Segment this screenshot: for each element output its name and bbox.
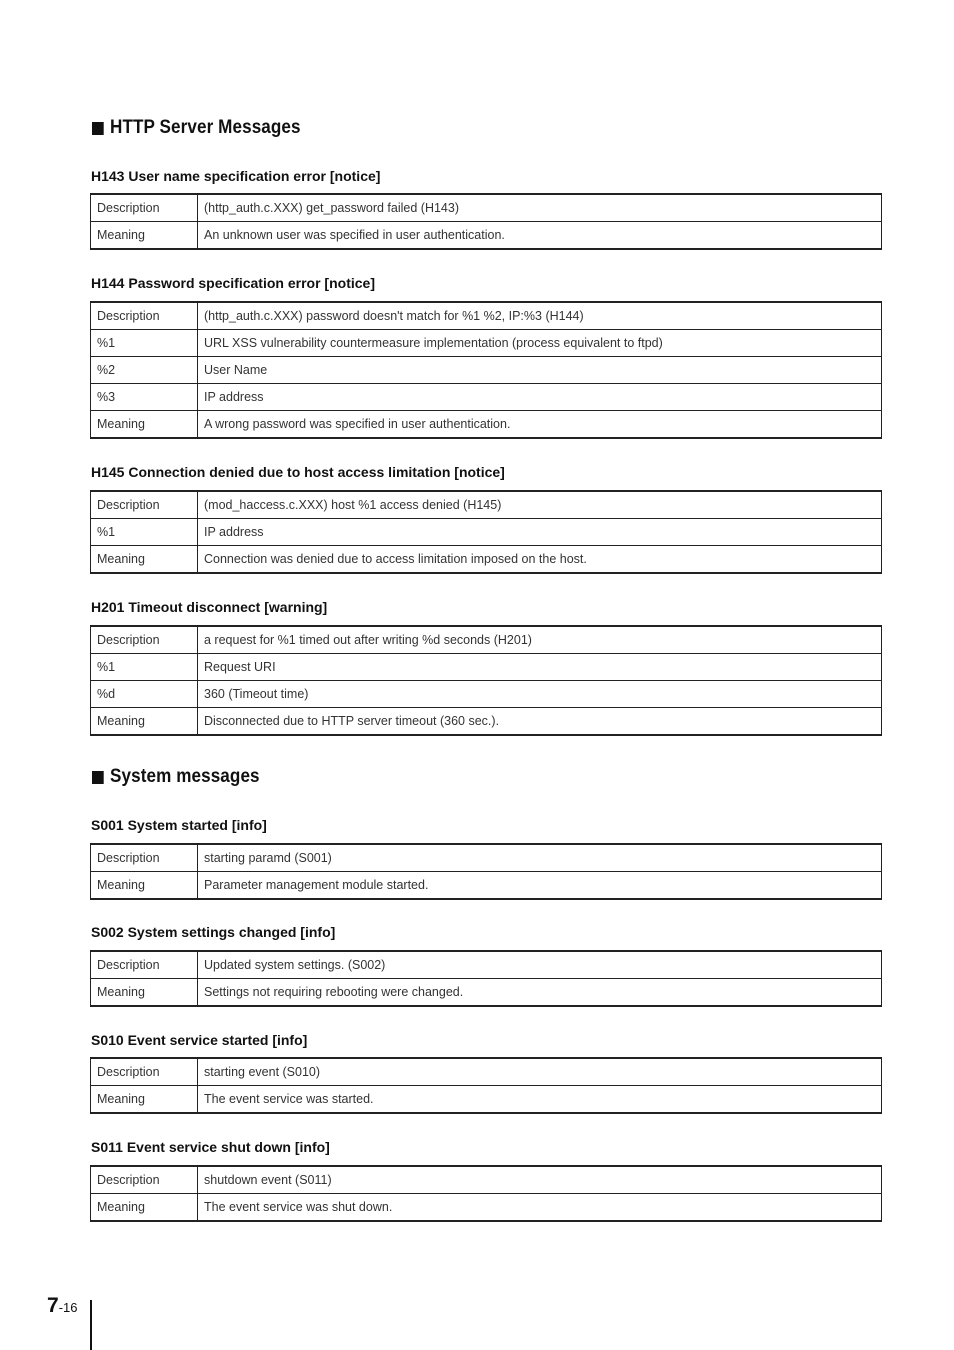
row-key: Description xyxy=(91,194,198,222)
row-value: The event service was started. xyxy=(198,1086,882,1114)
message-heading-s010: S010 Event service started [info] xyxy=(91,1032,308,1048)
table-row xyxy=(91,330,882,357)
table-row xyxy=(91,384,882,411)
row-value: starting event (S010) xyxy=(198,1058,882,1086)
page-chapter: 7 xyxy=(47,1294,59,1317)
row-value: An unknown user was specified in user authentication. xyxy=(198,222,882,250)
row-value: (http_auth.c.XXX) password doesn't match for %1 %2, IP:%3 (H144) xyxy=(198,302,882,330)
row-key: %1 xyxy=(91,330,198,357)
row-value: User Name xyxy=(198,357,882,384)
message-table-s002 xyxy=(90,950,882,1007)
row-value: Updated system settings. (S002) xyxy=(198,951,882,979)
message-heading-h144: H144 Password specification error [notice] xyxy=(91,275,375,291)
message-heading-s011: S011 Event service shut down [info] xyxy=(91,1139,330,1155)
row-key: Meaning xyxy=(91,222,198,250)
table-row xyxy=(91,708,882,736)
page-number-rule xyxy=(90,1300,92,1350)
section-heading-system xyxy=(92,766,260,788)
row-key: %1 xyxy=(91,654,198,681)
table-row xyxy=(91,357,882,384)
message-table-s010 xyxy=(90,1057,882,1114)
page-subnumber: -16 xyxy=(58,1300,78,1315)
table-row xyxy=(91,411,882,439)
row-value: The event service was shut down. xyxy=(198,1194,882,1222)
table-row xyxy=(91,872,882,900)
message-heading-s002: S002 System settings changed [info] xyxy=(91,924,336,940)
table-row xyxy=(91,1166,882,1194)
row-value: (mod_haccess.c.XXX) host %1 access denied (H145) xyxy=(198,491,882,519)
table-row xyxy=(91,546,882,574)
row-value: IP address xyxy=(198,384,882,411)
row-value: Parameter management module started. xyxy=(198,872,882,900)
table-row xyxy=(91,844,882,872)
table-row xyxy=(91,519,882,546)
table-row xyxy=(91,1086,882,1114)
row-key: Meaning xyxy=(91,708,198,736)
row-value: 360 (Timeout time) xyxy=(198,681,882,708)
row-key: %3 xyxy=(91,384,198,411)
row-key: Description xyxy=(91,626,198,654)
row-key: Description xyxy=(91,1058,198,1086)
message-table-h145 xyxy=(90,490,882,574)
page-number xyxy=(47,1294,77,1318)
row-key: Description xyxy=(91,302,198,330)
row-key: Description xyxy=(91,491,198,519)
row-value: starting paramd (S001) xyxy=(198,844,882,872)
row-value: a request for %1 timed out after writing %d seconds (H201) xyxy=(198,626,882,654)
row-key: Description xyxy=(91,1166,198,1194)
message-heading-h201: H201 Timeout disconnect [warning] xyxy=(91,599,328,615)
table-row xyxy=(91,302,882,330)
row-value: IP address xyxy=(198,519,882,546)
table-row xyxy=(91,681,882,708)
row-key: %d xyxy=(91,681,198,708)
row-key: Meaning xyxy=(91,1194,198,1222)
message-table-s001 xyxy=(90,843,882,900)
row-key: Meaning xyxy=(91,411,198,439)
square-bullet-icon xyxy=(92,122,104,135)
row-key: Meaning xyxy=(91,872,198,900)
table-row xyxy=(91,194,882,222)
message-table-h144 xyxy=(90,301,882,439)
section-heading-http xyxy=(92,117,301,139)
row-key: Meaning xyxy=(91,546,198,574)
row-value: (http_auth.c.XXX) get_password failed (H143) xyxy=(198,194,882,222)
row-value: A wrong password was specified in user authentication. xyxy=(198,411,882,439)
square-bullet-icon xyxy=(92,771,104,784)
row-value: Settings not requiring rebooting were changed. xyxy=(198,979,882,1007)
message-heading-s001: S001 System started [info] xyxy=(91,817,267,833)
row-value: shutdown event (S011) xyxy=(198,1166,882,1194)
row-value: URL XSS vulnerability countermeasure implementation (process equivalent to ftpd) xyxy=(198,330,882,357)
message-table-s011 xyxy=(90,1165,882,1222)
table-row xyxy=(91,1194,882,1222)
table-row xyxy=(91,1058,882,1086)
message-heading-h143: H143 User name specification error [notice] xyxy=(91,168,381,184)
row-value: Disconnected due to HTTP server timeout (360 sec.). xyxy=(198,708,882,736)
row-key: Description xyxy=(91,951,198,979)
message-heading-h145: H145 Connection denied due to host access limitation [notice] xyxy=(91,464,505,480)
table-row xyxy=(91,951,882,979)
row-key: Description xyxy=(91,844,198,872)
message-table-h143 xyxy=(90,193,882,250)
table-row xyxy=(91,979,882,1007)
table-row xyxy=(91,222,882,250)
row-key: %1 xyxy=(91,519,198,546)
table-row xyxy=(91,654,882,681)
row-value: Connection was denied due to access limitation imposed on the host. xyxy=(198,546,882,574)
table-row xyxy=(91,491,882,519)
table-row xyxy=(91,626,882,654)
row-value: Request URI xyxy=(198,654,882,681)
row-key: Meaning xyxy=(91,979,198,1007)
row-key: %2 xyxy=(91,357,198,384)
message-table-h201 xyxy=(90,625,882,736)
section-title: System messages xyxy=(110,766,260,787)
section-title: HTTP Server Messages xyxy=(110,117,301,138)
row-key: Meaning xyxy=(91,1086,198,1114)
